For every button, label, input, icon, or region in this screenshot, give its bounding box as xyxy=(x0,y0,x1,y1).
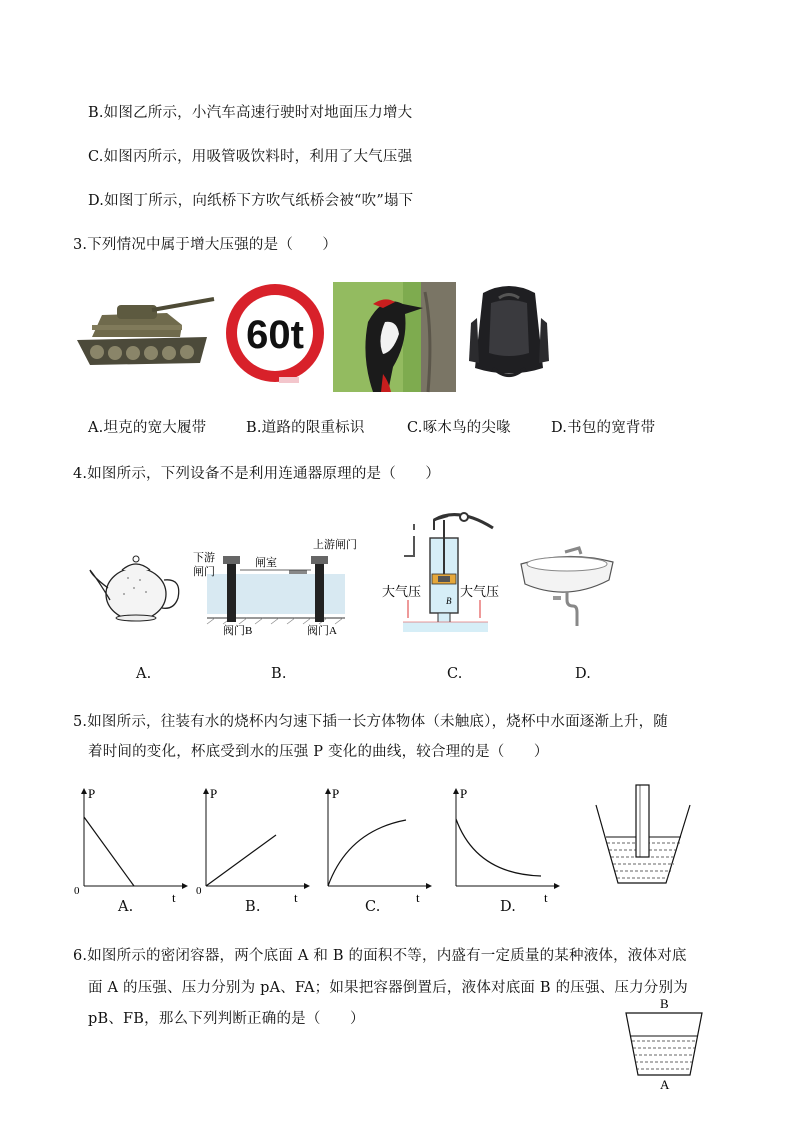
container-bottom-label: A xyxy=(660,1077,670,1092)
q5-label-c: C. xyxy=(365,899,381,915)
beaker-with-block xyxy=(594,783,694,888)
pump-piston-label: B xyxy=(446,596,452,606)
q6-line1: 6.如图所示的密闭容器，两个底面 A 和 B 的面积不等，内盛有一定质量的某种液体，液体对底 xyxy=(73,948,687,964)
graph-d-axis-p: P xyxy=(460,786,468,801)
q2-option-b: B.如图乙所示，小汽车高速行驶时对地面压力增大 xyxy=(88,105,413,121)
q3-option-d: D.书包的宽背带 xyxy=(551,420,656,436)
q4-label-a: A. xyxy=(136,666,152,682)
q5-label-a: A. xyxy=(118,899,134,915)
graph-b xyxy=(196,786,311,906)
weight-limit-sign xyxy=(221,281,331,386)
q4-label-b: B. xyxy=(271,666,287,682)
graph-a-origin: 0 xyxy=(74,885,80,897)
q2-option-c: C.如图丙所示，用吸管吸饮料时，利用了大气压强 xyxy=(88,149,413,165)
graph-b-curve xyxy=(206,835,276,886)
graph-d xyxy=(446,786,561,906)
q4-label-c: C. xyxy=(447,666,463,682)
q5-stem-line2: 着时间的变化，杯底受到水的压强 P 变化的曲线，较合理的是（ ） xyxy=(88,744,549,760)
backpack-image xyxy=(463,283,555,386)
pump-left-atm-label: 大气压 xyxy=(382,584,422,599)
q4-stem: 4.如图所示，下列设备不是利用连通器原理的是（ ） xyxy=(73,466,441,482)
pump-right-atm-label: 大气压 xyxy=(460,584,500,599)
graph-d-curve xyxy=(456,819,541,876)
q3-option-c: C.啄木鸟的尖喙 xyxy=(407,420,511,436)
lock-down-gate-label-2: 闸门 xyxy=(193,566,215,578)
ship-lock-diagram xyxy=(193,534,357,640)
q3-stem: 3.下列情况中属于增大压强的是（ ） xyxy=(73,237,338,253)
graph-c xyxy=(318,786,433,906)
woodpecker-image xyxy=(333,282,456,392)
sink-image xyxy=(517,540,617,628)
closed-container-diagram xyxy=(620,995,710,1095)
lock-valve-b-label: 阀门B xyxy=(223,625,253,637)
graph-c-axis-t: t xyxy=(416,890,420,905)
q3-option-b: B.道路的限重标识 xyxy=(246,420,365,436)
q6-line2: 面 A 的压强、压力分别为 pA、FA；如果把容器倒置后，液体对底面 B 的压强、压力分别为 xyxy=(88,980,688,996)
sign-text: 60t xyxy=(246,313,304,357)
lock-valve-a-label: 阀门A xyxy=(307,625,337,637)
q2-option-d: D.如图丁所示，向纸桥下方吹气纸桥会被“吹”塌下 xyxy=(88,193,414,209)
q6-line3: pB、FB，那么下列判断正确的是（ ） xyxy=(88,1011,365,1027)
graph-a-curve xyxy=(84,817,134,886)
lock-chamber-label: 闸室 xyxy=(255,557,277,569)
graph-a-axis-p: P xyxy=(88,786,96,801)
graph-a-axis-t: t xyxy=(172,890,176,905)
teapot-image xyxy=(88,548,183,628)
tank-image xyxy=(72,285,217,380)
graph-c-axis-p: P xyxy=(332,786,340,801)
graph-c-curve xyxy=(328,820,406,886)
q5-label-d: D. xyxy=(500,899,517,915)
q5-stem-line1: 5.如图所示，往装有水的烧杯内匀速下插一长方体物体（未触底），烧杯中水面逐渐上升，随 xyxy=(73,714,668,730)
graph-a xyxy=(74,786,189,906)
graph-d-axis-t: t xyxy=(544,890,548,905)
q3-option-a: A.坦克的宽大履带 xyxy=(88,420,207,436)
lock-down-gate-label-1: 下游 xyxy=(193,552,215,564)
water-pump-diagram xyxy=(378,510,503,635)
container-top-label: B xyxy=(660,996,669,1011)
graph-b-axis-p: P xyxy=(210,786,218,801)
q5-label-b: B. xyxy=(245,899,261,915)
graph-b-origin: 0 xyxy=(196,885,202,897)
lock-up-gate-label: 上游闸门 xyxy=(313,539,357,551)
q4-label-d: D. xyxy=(575,666,592,682)
graph-b-axis-t: t xyxy=(294,890,298,905)
